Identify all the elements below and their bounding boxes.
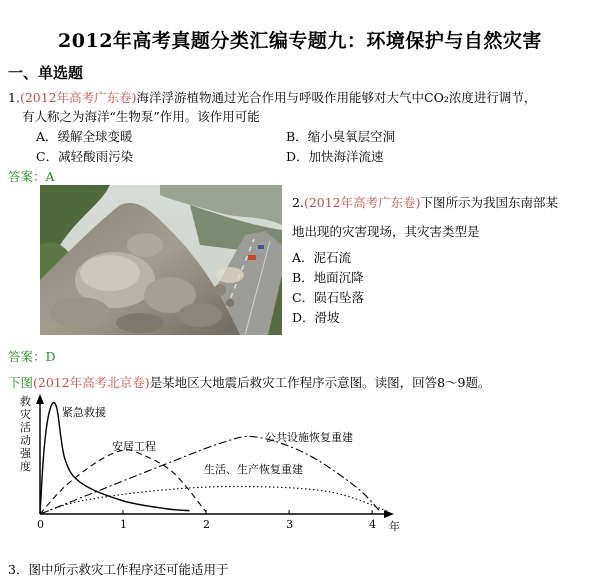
section-heading: 一、单选题 <box>8 64 84 82</box>
y-axis-label-char: 活 <box>20 421 31 434</box>
document-title: 2012年高考真题分类汇编专题九：环境保护与自然灾害 <box>58 30 542 52</box>
q2-line-1 <box>292 193 558 211</box>
q1-option-a: A．缓解全球变暖 <box>36 129 133 144</box>
x-axis-arrow <box>384 510 394 518</box>
x-tick-label: 3 <box>286 518 294 531</box>
q2-answer: 答案：D <box>8 349 56 364</box>
q1-option-d: D．加快海洋流速 <box>286 149 384 164</box>
y-axis-label-char: 灾 <box>20 408 31 421</box>
y-axis-label-char: 动 <box>20 434 31 447</box>
chart-intro-text: 是某地区大地震后救灾工作程序示意图。读图，回答8～9题。 <box>149 375 491 390</box>
x-tick-label: 1 <box>120 518 128 531</box>
series-label-emergency: 紧急救援 <box>62 406 106 419</box>
q1-option-b: B．缩小臭氧层空洞 <box>286 129 396 144</box>
q1-number: 1. <box>8 90 20 105</box>
series-emergency-rescue <box>40 403 189 514</box>
x-axis-label: 年 <box>389 520 400 533</box>
series-label-public-facilities: 公共设施恢复重建 <box>265 431 353 444</box>
q2-option-a: A．泥石流 <box>292 250 352 265</box>
y-axis-label-char: 救 <box>20 395 31 408</box>
y-axis-label-char: 度 <box>20 460 31 473</box>
q2-number: 2. <box>292 195 304 210</box>
series-label-housing: 安居工程 <box>112 440 156 453</box>
q1-line-1 <box>8 88 536 106</box>
chart-intro-source: (2012年高考北京卷) <box>33 375 150 390</box>
q2-option-d: D．滑坡 <box>292 310 340 325</box>
x-tick-label: 2 <box>203 518 211 531</box>
q2-option-b: B．地面沉降 <box>292 270 364 285</box>
q2-option-c: C．陨石坠落 <box>292 290 365 305</box>
series-label-life-production: 生活、生产恢复重建 <box>204 463 303 476</box>
q1-source: (2012年高考广东卷) <box>19 90 137 105</box>
x-tick-label: 0 <box>37 518 44 531</box>
q2-text-1: 下图所示为我国东南部某 <box>420 195 559 210</box>
y-axis-label <box>20 394 32 473</box>
q3-fragment: 3．图中所示救灾工作程序还可能适用于 <box>8 562 229 577</box>
q2-source: (2012年高考广东卷) <box>303 195 421 210</box>
chart-intro <box>8 373 491 391</box>
disaster-photo <box>40 185 282 335</box>
relief-chart <box>0 392 600 542</box>
q1-option-c: C．减轻酸雨污染 <box>36 149 134 164</box>
y-axis-arrow <box>36 394 44 404</box>
q2-text-2: 地出现的灾害现场，其灾害类型是 <box>292 224 480 239</box>
q1-answer: 答案：A <box>8 169 55 184</box>
q1-text-1: 海洋浮游植物通过光合作用与呼吸作用能够对大气中CO₂浓度进行调节， <box>136 90 537 105</box>
series-life-production <box>40 486 389 514</box>
chart-intro-prefix: 下图 <box>8 375 34 390</box>
x-tick-label: 4 <box>369 518 377 531</box>
y-axis-label-char: 强 <box>20 447 31 460</box>
q1-text-2: 有人称之为海洋“生物泵”作用。该作用可能 <box>22 109 260 124</box>
